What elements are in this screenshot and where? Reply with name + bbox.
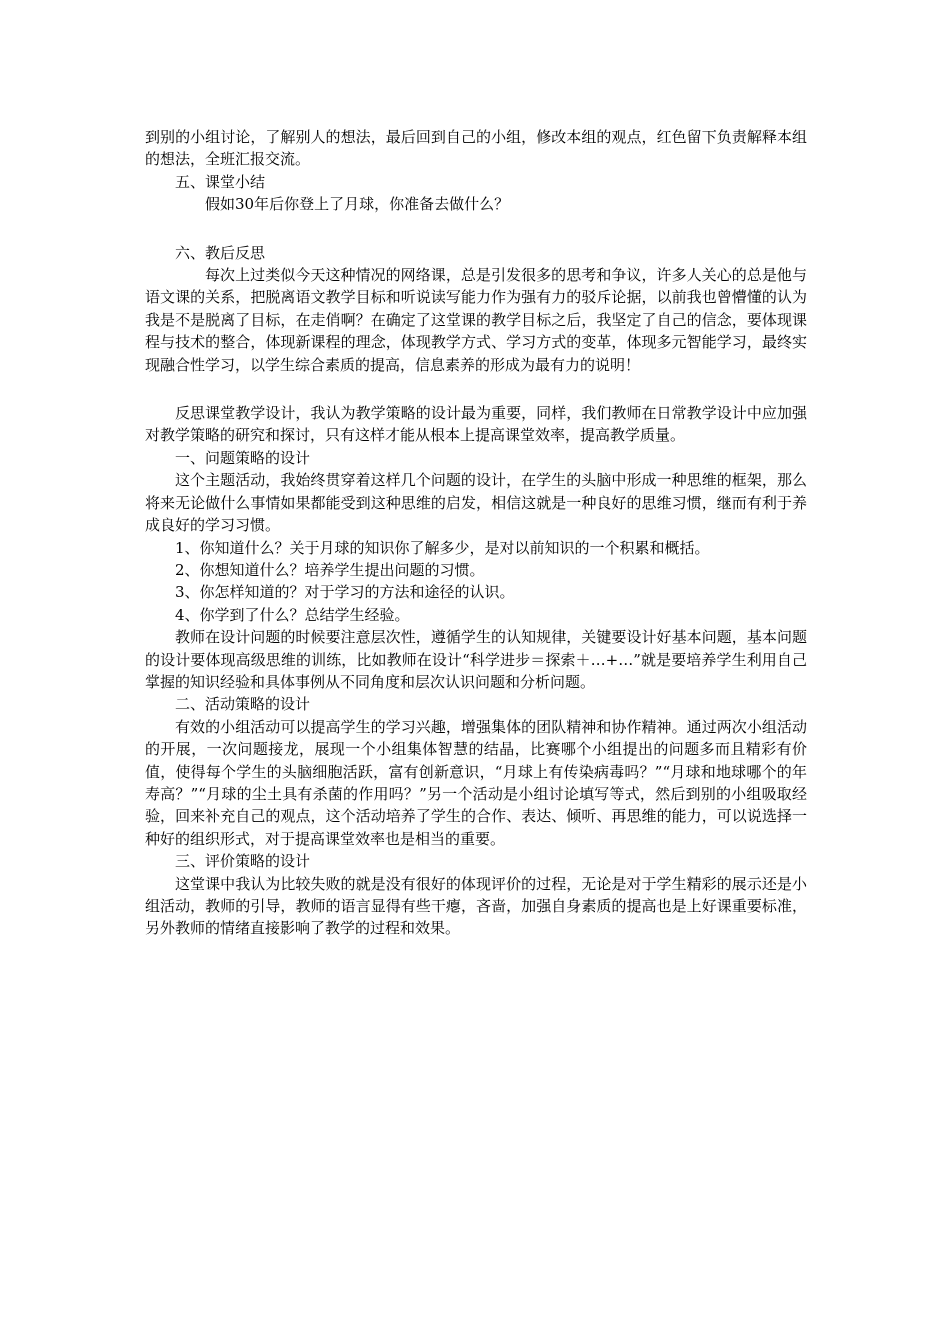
heading-evaluation-strategy: 三、评价策略的设计 [175,852,311,871]
list-item-2: 2、你想知道什么？培养学生提出问题的习惯。 [175,560,485,579]
heading-class-summary: 五、课堂小结 [175,172,266,191]
heading-activity-strategy: 二、活动策略的设计 [175,695,311,714]
heading-question-strategy: 一、问题策略的设计 [175,448,311,467]
paragraph-question-design: 教师在设计问题的时候要注意层次性，遵循学生的认知规律，关键要设计好基本问题，基本问题的设计要体现高级思维的训练，比如教师在设计“科学进步＝探索＋…+…”就是要培养学生利用自己掌握的知识经验和具体事例从不同角度和层次认识问题和分析问题。 [145,628,807,691]
list-item-1: 1、你知道什么？关于月球的知识你了解多少，是对以前知识的一个积累和概括。 [175,538,710,557]
paragraph-evaluation-strategy: 这堂课中我认为比较失败的就是没有很好的体现评价的过程，无论是对于学生精彩的展示还是小组活动，教师的引导，教师的语言显得有些干瘪，吝啬，加强自身素质的提高也是上好课重要标准，另外教师的情绪直接影响了教学的过程和效果。 [145,874,807,938]
list-item-3: 3、你怎样知道的？对于学习的方法和途径的认识。 [175,583,515,602]
paragraph-question-strategy: 这个主题活动，我始终贯穿着这样几个问题的设计，在学生的头脑中形成一种思维的框架，那么将来无论做什么事情如果都能受到这种思维的启发，相信这就是一种良好的思维习惯，继而有利于养成良好的学习习惯。 [145,471,807,535]
paragraph-design-reflection: 反思课堂教学设计，我认为教学策略的设计最为重要，同样，我们教师在日常教学设计中应加强对教学策略的研究和探讨，只有这样才能从根本上提高课堂效率，提高教学质量。 [145,404,807,445]
document-page [145,126,807,940]
paragraph-summary-question: 假如30年后你登上了月球，你准备去做什么？ [205,195,510,214]
heading-reflection: 六、教后反思 [175,243,266,262]
paragraph-discussion-end: 到别的小组讨论，了解别人的想法，最后回到自己的小组，修改本组的观点，红色留下负责解释本组的想法，全班汇报交流。 [145,128,807,169]
paragraph-activity-strategy: 有效的小组活动可以提高学生的学习兴趣，增强集体的团队精神和协作精神。通过两次小组活动的开展，一次问题接龙，展现一个小组集体智慧的结晶，比赛哪个小组提出的问题多而且精彩有价值，使得每个学生的头脑细胞活跃，富有创新意识，“月球上有传染病毒吗？”“月球和地球哪个的年寿高？”“月球的尘土具有杀菌的作用吗？”另一个活动是小组讨论填写等式，然后到别的小组吸取经验，回来补充自己的观点，这个活动培养了学生的合作、表达、倾听、再思维的能力，可以说选择一种好的组织形式，对于提高课堂效率也是相当的重要。 [145,717,807,848]
paragraph-reflection: 每次上过类似今天这种情况的网络课，总是引发很多的思考和争议，许多人关心的总是他与语文课的关系，把脱离语文教学目标和听说读写能力作为强有力的驳斥论据，以前我也曾懵懂的认为我是不是脱离了目标，在走俏啊？在确定了这堂课的教学目标之后，我坚定了自己的信念，要体现课程与技术的整合，体现新课程的理念，体现教学方式、学习方式的变革，体现多元智能学习，最终实现融合性学习，以学生综合素质的提高，信息素养的形成为最有力的说明！ [145,266,807,374]
list-item-4: 4、你学到了什么？总结学生经验。 [175,605,410,624]
